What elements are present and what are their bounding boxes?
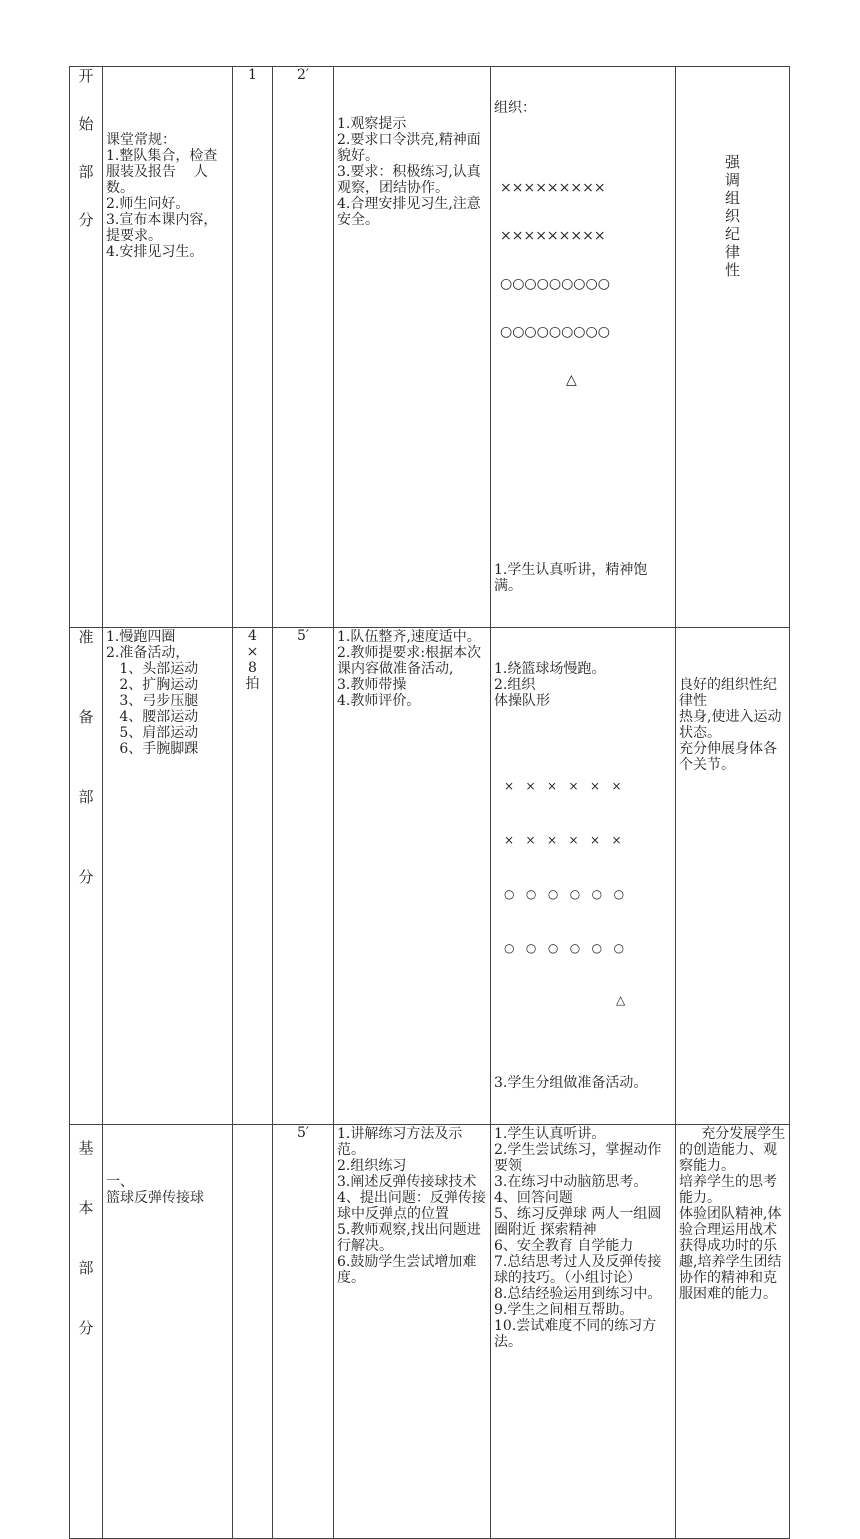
formation-diagram [494,741,672,1043]
organization-prep [491,628,675,1124]
duration-basic: 5′ [296,1125,310,1141]
duration-start: 2′ [296,67,310,83]
formation-row: × × × × × × [504,833,622,847]
lesson-plan-table [69,66,790,1539]
formation-row: ○ ○ ○ ○ ○ ○ [504,887,625,901]
row-start-section [70,67,790,628]
formation-row: × × × × × × [504,779,622,793]
content-prep: 1.慢跑四圈 2.准备活动， 1、头部运动 2、扩胸运动 3、弓步压腿 4、腰部运动 5、肩部运动 6、手腕脚踝 [106,629,199,757]
teacher-prep: 1.队伍整齐,速度适中。 2.教师提要求:根据本次课内容做准备活动, 3.教师带操 4.教师评价。 [337,629,482,709]
organization-start [491,67,675,627]
times-start: 1 [248,67,257,83]
formation-row: ○○○○○○○○○ [500,276,610,292]
formation-row: ○ ○ ○ ○ ○ ○ [504,941,625,955]
teacher-marker: △ [616,993,626,1007]
formation-row: ××××××××× [500,180,606,196]
section-label-prep: 准 备 部 分 [78,628,94,886]
student-basic: 1.学生认真听讲。 2.学生尝试练习，掌握动作要领 3.在练习中动脑筋思考。 4、回答问题 5、练习反弹球 两人一组圆圈附近 探索精神 6、安全教育 自学能力 7.总结思考过人及反弹传接球的技巧。（小组讨论） 8.总结经验运用到练习中。 9.学生之间相互帮助。 10.尝试难度不同的练习方法。 [494,1126,662,1350]
notes-prep: 良好的组织性纪律性 热身,使进入运动状态。 充分伸展身体各个关节。 [679,677,782,773]
section-label-start: 开 始 部 分 [78,67,94,229]
section-label-basic: 基 本 部 分 [78,1139,94,1337]
teacher-marker: △ [566,372,577,388]
formation-row: ○○○○○○○○○ [500,324,610,340]
organization-title: 组织： [494,100,536,116]
row-prep-section [70,628,790,1125]
content-basic: 一、 篮球反弹传接球 [106,1174,204,1206]
notes-basic: 充分发展学生的创造能力、观察能力。 培养学生的思考能力。 体验团队精神,体验合理运用战术获得成功时的乐趣,培养学生团结协作的精神和克服困难的能力。 [679,1126,786,1302]
notes-start: 强 调 组 织 纪 律 性 [724,153,740,279]
content-start: 课堂常规： 1.整队集合，检查服装及报告 人 数。 2.师生问好。 3.宣布本课内容，提要求。 4.安排见习生。 [106,132,218,260]
times-prep: 4 × 8 拍 [245,628,260,692]
teacher-start: 1.观察提示 2.要求口令洪亮,精神面貌好。 3.要求：积极练习,认真观察，团结协作。 4.合理安排见习生,注意安全。 [337,116,481,228]
student-start: 1.学生认真听讲，精神饱满。 [494,562,648,594]
student-prep: 3.学生分组做准备活动。 [494,1075,648,1091]
formation-row: ××××××××× [500,228,606,244]
row-basic-section [70,1125,790,1539]
duration-prep: 5′ [296,628,310,644]
organization-title: 1.绕篮球场慢跑。 2.组织 体操队形 [494,661,606,709]
teacher-basic: 1.讲解练习方法及示范。 2.组织练习 3.阐述反弹传接球技术 4、提出问题：反弹传接球中反弹点的位置 5.教师观察,找出问题进行解决。 6.鼓励学生尝试增加难度。 [337,1126,486,1286]
formation-diagram [494,148,672,420]
